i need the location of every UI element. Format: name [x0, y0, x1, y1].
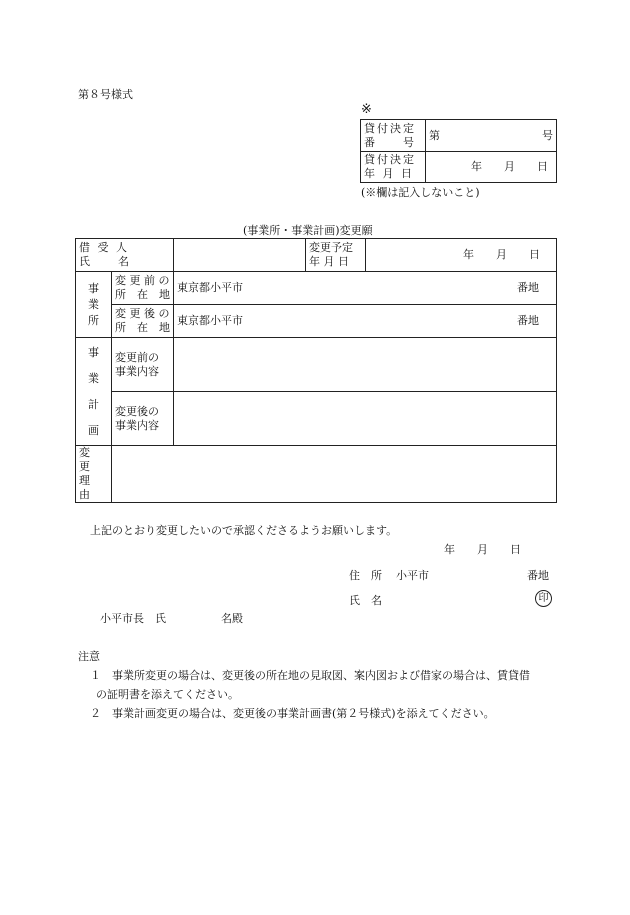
- note-item: １ 事業所変更の場合は、変更後の所在地の見取図、案内図および借家の場合は、賃貸借: [90, 669, 530, 682]
- planned-date-label: 変更予定 年 月 日: [306, 239, 366, 272]
- note-item: の証明書を添えてください。: [96, 688, 239, 701]
- request-text: 上記のとおり変更したいので承認くださるようお願いします。: [90, 524, 398, 537]
- after-location-label: 変 更 後 の 所 在 地: [112, 305, 174, 338]
- after-location-field[interactable]: 東京都小平市 番地: [174, 305, 557, 338]
- address-city: 小平市: [396, 569, 429, 582]
- seal-icon: 印: [535, 590, 552, 607]
- office-use-mark: ※: [361, 102, 372, 117]
- form-number: 第８号様式: [78, 88, 133, 101]
- loan-number-field[interactable]: 第 号: [426, 120, 557, 152]
- before-content-label: 変更前の 事業内容: [112, 338, 174, 392]
- document-title: (事業所・事業計画)変更願: [243, 224, 373, 237]
- application-table: [75, 238, 557, 503]
- planned-date-field[interactable]: 年 月 日: [366, 239, 557, 272]
- address-label: 住 所: [349, 569, 382, 582]
- before-location-field[interactable]: 東京都小平市 番地: [174, 272, 557, 305]
- address-banchi: 番地: [527, 569, 549, 582]
- name-label: 氏 名: [349, 594, 382, 607]
- before-location-label: 変 更 前 の 所 在 地: [112, 272, 174, 305]
- borrower-name-field[interactable]: [174, 239, 306, 272]
- office-use-caption: (※欄は記入しないこと): [361, 186, 480, 199]
- notes-title: 注意: [78, 650, 100, 663]
- reason-label: 変 更 理 由: [76, 446, 112, 503]
- borrower-label: 借 受 人 氏 名: [76, 239, 174, 272]
- plan-group-label: 事 業 計 画: [76, 338, 112, 446]
- submission-date: 年 月 日: [444, 543, 521, 556]
- loan-number-label: 貸付決定 番 号: [361, 120, 426, 152]
- before-content-field[interactable]: [174, 338, 557, 392]
- office-use-table: [360, 119, 557, 183]
- after-content-label: 変更後の 事業内容: [112, 392, 174, 446]
- office-group-label: 事 業 所: [76, 272, 112, 338]
- addressee: 小平市長 氏 名殿: [100, 612, 243, 625]
- loan-date-field[interactable]: 年 月 日: [426, 152, 557, 183]
- note-item: ２ 事業計画変更の場合は、変更後の事業計画書(第２号様式)を添えてください。: [90, 707, 495, 720]
- loan-date-label: 貸付決定 年 月 日: [361, 152, 426, 183]
- reason-field[interactable]: [112, 446, 557, 503]
- after-content-field[interactable]: [174, 392, 557, 446]
